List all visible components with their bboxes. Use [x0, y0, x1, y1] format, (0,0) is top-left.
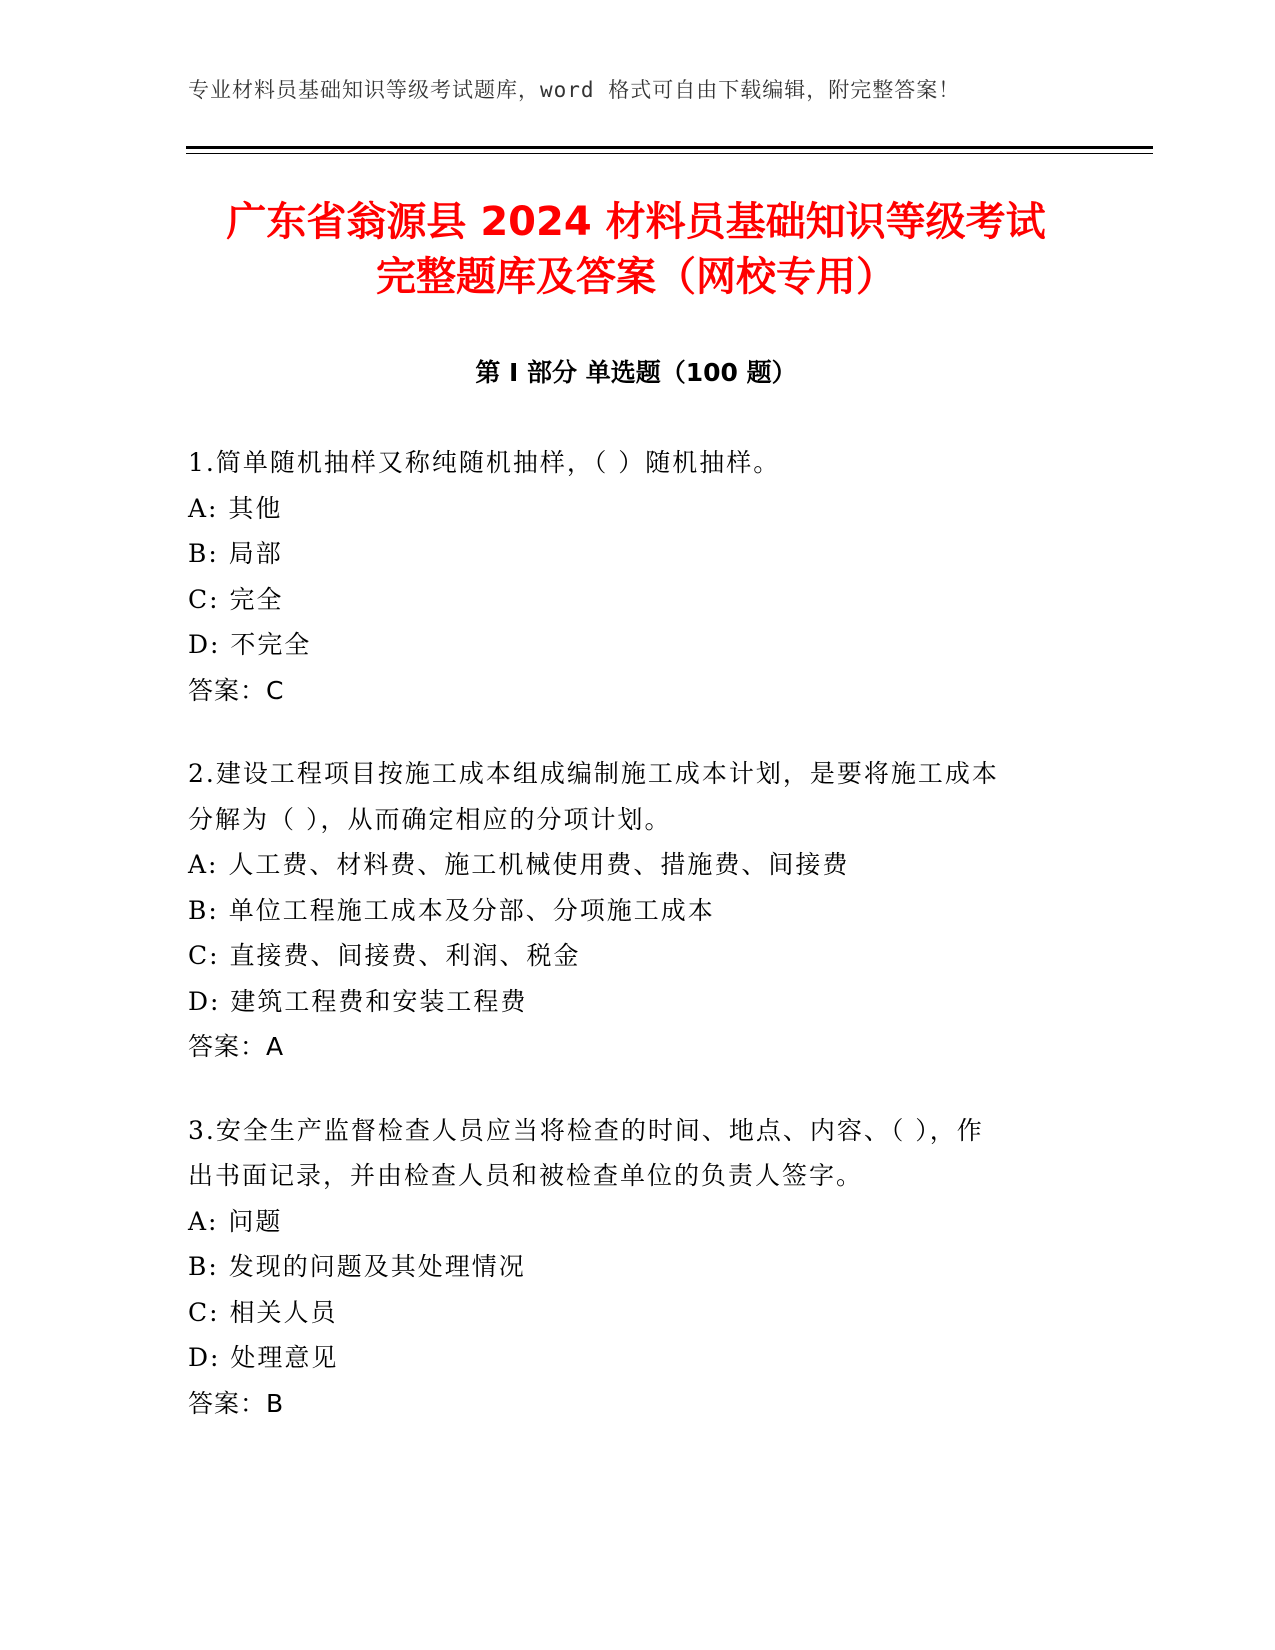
document-title: [186, 195, 1086, 305]
question-2-answer: 答案：A: [188, 1032, 285, 1061]
question-2-option-c: C: 直接费、间接费、利润、税金: [188, 941, 581, 970]
question-1-option-d: D: 不完全: [188, 630, 312, 659]
question-2-option-b: B: 单位工程施工成本及分部、分项施工成本: [188, 895, 715, 925]
question-3: [188, 1108, 1068, 1427]
question-1-option-a: A: 其他: [188, 493, 283, 523]
question-list: [188, 440, 1068, 1464]
question-3-option-b: B: 发现的问题及其处理情况: [188, 1252, 526, 1281]
question-1-answer: 答案：C: [188, 675, 285, 705]
question-1-option-c: C: 完全: [188, 584, 284, 614]
question-3-stem-line-1: 3.安全生产监督检查人员应当将检查的时间、地点、内容、（ ），作: [188, 1115, 984, 1145]
section-heading: 第 I 部分 单选题（100 题）: [475, 358, 797, 387]
header-rule-thick: [186, 146, 1153, 149]
question-1-stem: 1.简单随机抽样又称纯随机抽样，（ ）随机抽样。: [188, 448, 781, 477]
question-3-stem-line-2: 出书面记录，并由检查人员和被检查单位的负责人签字。: [188, 1161, 864, 1190]
question-3-answer: 答案：B: [188, 1388, 285, 1418]
question-2-stem-line-1: 2.建设工程项目按施工成本组成编制施工成本计划，是要将施工成本: [188, 759, 999, 788]
header-note: 专业材料员基础知识等级考试题库，word 格式可自由下载编辑，附完整答案！: [188, 78, 961, 102]
question-1: [188, 440, 1068, 713]
question-2-option-d: D: 建筑工程费和安装工程费: [188, 986, 528, 1016]
title-line-1: 广东省翁源县 2024 材料员基础知识等级考试: [226, 199, 1046, 245]
question-2-option-a: A: 人工费、材料费、施工机械使用费、措施费、间接费: [188, 850, 850, 879]
question-1-option-b: B: 局部: [188, 539, 283, 568]
question-2: [188, 751, 1068, 1070]
question-3-option-a: A: 问题: [188, 1206, 283, 1236]
question-3-option-d: D: 处理意见: [188, 1343, 339, 1372]
title-line-2: 完整题库及答案（网校专用）: [376, 254, 896, 300]
header-rule-thin: [186, 153, 1153, 154]
question-3-option-c: C: 相关人员: [188, 1297, 338, 1327]
question-2-stem-line-2: 分解为（ ），从而确定相应的分项计划。: [188, 804, 672, 834]
